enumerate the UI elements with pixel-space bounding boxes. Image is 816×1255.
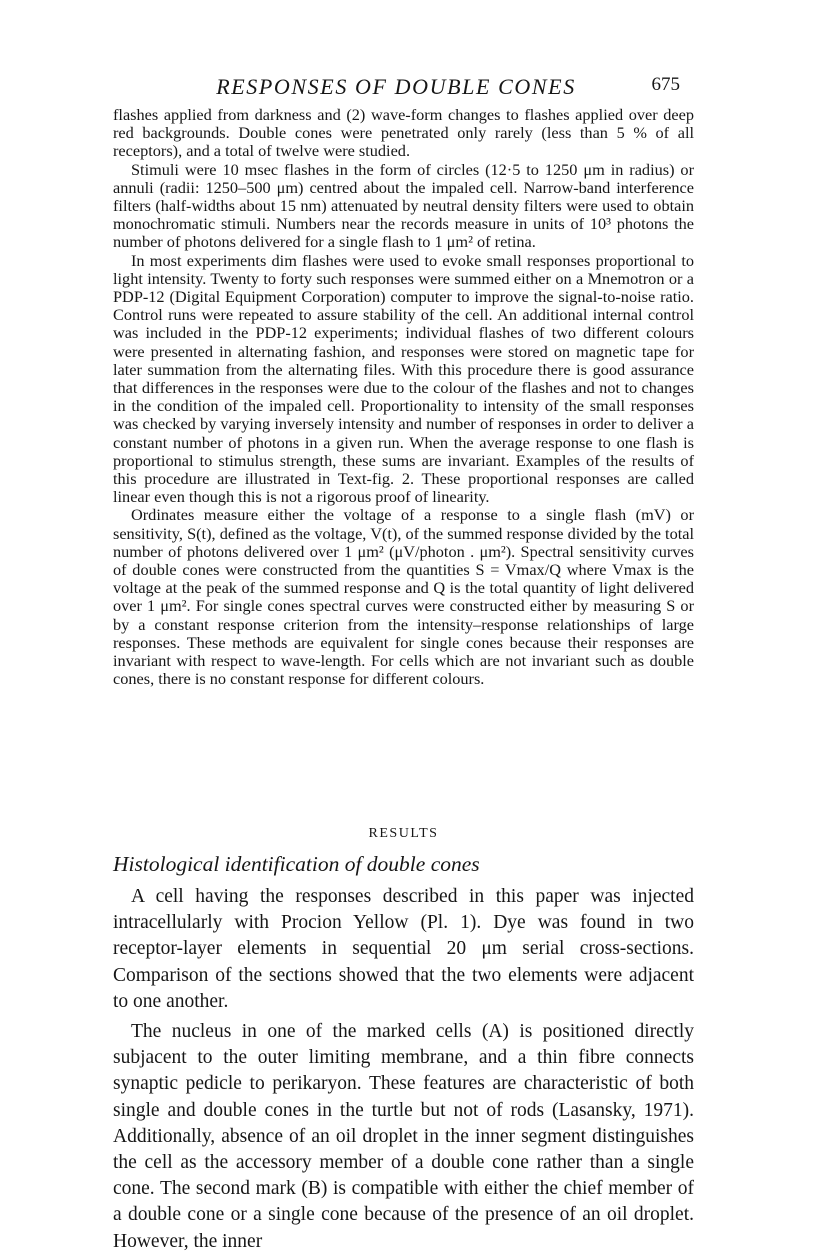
results-paragraph-2: The nucleus in one of the marked cells (A) is positioned directly subjacent to the outer limiting membrane, and a thin fibre connects synaptic pedicle to perikaryon. These features are characteristic of both single and double cones in the turtle but not of rods (Lasansky, 1971). Additionally, absence of an oil droplet in the inner segment distinguishes the cell as the accessory member of a double cone rather than a single cone. The second mark (B) is compatible with either the chief member of a double cone or a single cone because of the presence of an oil droplet. However, the inner	[113, 1021, 694, 1252]
page-header	[112, 74, 680, 98]
results-section	[113, 884, 694, 1255]
methods-section	[113, 106, 694, 689]
page-number: 675	[651, 74, 680, 95]
methods-paragraph-3: In most experiments dim flashes were used to evoke small responses proportional to light intensity. Twenty to forty such responses were summed either on a Mnemotron or a PDP-12 (Digital Equipment Corporation) computer to improve the signal-to-noise ratio. Control runs were repeated to assure stability of the cell. An additional internal control was included in the PDP-12 experiments; individual flashes of two different colours were presented in alternating fashion, and responses were stored on magnetic tape for later summation from the alternating files. With this procedure there is good assurance that differences in the responses were due to the colour of the flashes and not to changes in the condition of the impaled cell. Proportionality to intensity of the small responses was checked by varying inversely intensity and number of responses in order to deliver a constant number of photons in a given run. When the average response to one flash is proportional to stimulus strength, these sums are invariant. Examples of the results of this procedure are illustrated in Text-fig. 2. These proportional responses are called linear even though this is not a rigorous proof of linearity.	[113, 250, 694, 507]
methods-paragraph-2: Stimuli were 10 msec flashes in the form of circles (12·5 to 1250 μm in radius) or annuli (radii: 1250–500 μm) centred about the impaled cell. Narrow-band interference filters (half-widths about 15 nm) attenuated by neutral density filters were used to obtain monochromatic stimuli. Numbers near the records measure in units of 10³ photons the number of photons delivered for a single flash to 1 μm² of retina.	[113, 159, 694, 252]
results-paragraph-1: A cell having the responses described in this paper was injected intracellularly with Procion Yellow (Pl. 1). Dye was found in two receptor-layer elements in sequential 20 μm serial cross-sections. Comparison of the sections showed that the two elements were adjacent to one another.	[113, 886, 694, 1012]
methods-paragraph-4: Ordinates measure either the voltage of a response to a single flash (mV) or sensitivity, S(t), defined as the voltage, V(t), of the summed response divided by the total number of photons delivered over 1 μm² (μV/photon . μm²). Spectral sensitivity curves of double cones were constructed from the quantities S = Vmax/Q where Vmax is the voltage at the peak of the summed response and Q is the total quantity of light delivered over 1 μm². For single cones spectral curves were constructed either by measuring S or by a constant response criterion from the intensity–response relationships of large responses. These methods are equivalent for single cones because their responses are invariant with respect to wave-length. For cells which are not invariant such as double cones, there is no constant response for different colours.	[113, 505, 694, 689]
results-heading: RESULTS	[368, 826, 439, 841]
results-subheading: Histological identification of double cones	[113, 852, 480, 876]
methods-paragraph-1: flashes applied from darkness and (2) wave-form changes to flashes applied over deep red backgrounds. Double cones were penetrated only rarely (less than 5 % of all receptors), and a total of twelve were studied.	[113, 105, 694, 161]
running-title: RESPONSES OF DOUBLE CONES	[216, 74, 576, 99]
